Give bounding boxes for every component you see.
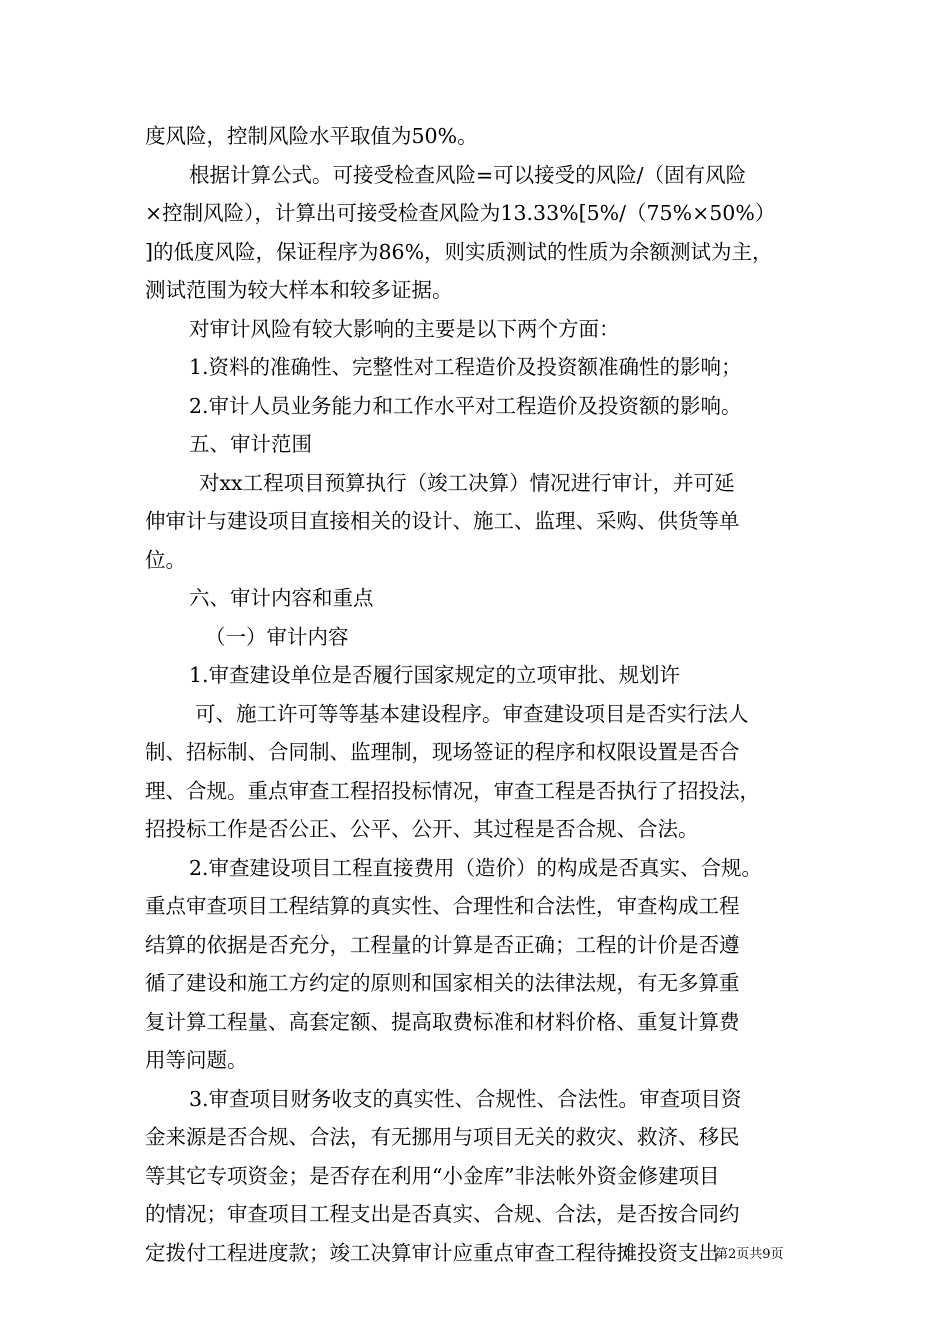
text-line: 招投标工作是否公正、公平、公开、其过程是否合规、合法。 [145, 817, 699, 841]
text-line: 等其它专项资金；是否存在利用“小金库”非法帐外资金修建项目 [145, 1163, 720, 1188]
text-line: ]的低度风险，保证程序为86%，则实质测试的性质为余额测试为主， [145, 239, 773, 264]
text-line: 复计算工程量、高套定额、提高取费标准和材料价格、重复计算费 [145, 1009, 740, 1034]
text-line: 重点审查项目工程结算的真实性、合理性和合法性，审查构成工程 [145, 894, 740, 918]
text-line: ×控制风险），计算出可接受检查风险为13.33%[5%/（75%×50%） [145, 201, 776, 225]
section-heading: 六、审计内容和重点 [189, 586, 374, 610]
text-line: 2.审计人员业务能力和工作水平对工程造价及投资额的影响。 [189, 393, 742, 418]
text-line: 定拨付工程进度款；竣工决算审计应重点审查工程待摊投资支出 [145, 1240, 719, 1265]
text-line: 制、招标制、合同制、监理制，现场签证的程序和权限设置是否合 [145, 740, 740, 764]
text-line: 可、施工许可等等基本建设程序。审查建设项目是否实行法人 [195, 701, 749, 726]
text-line: 2.审查建设项目工程直接费用（造价）的构成是否真实、合规。 [189, 855, 763, 880]
page-number: 第2页共9页 [715, 1247, 784, 1262]
text-line: 对xx工程项目预算执行（竣工决算）情况进行审计，并可延 [199, 470, 735, 495]
text-line: 的情况；审查项目工程支出是否真实、合规、合法，是否按合同约 [145, 1202, 740, 1226]
section-heading: 五、审计范围 [189, 432, 312, 456]
text-line: 对审计风险有较大影响的主要是以下两个方面： [189, 316, 620, 341]
text-line: 结算的依据是否充分，工程量的计算是否正确；工程的计价是否遵 [145, 932, 740, 957]
text-line: 循了建设和施工方约定的原则和国家相关的法律法规，有无多算重 [145, 971, 740, 995]
text-line: 1.资料的准确性、完整性对工程造价及投资额准确性的影响； [189, 355, 742, 379]
text-line: 伸审计与建设项目直接相关的设计、施工、监理、采购、供货等单 [145, 509, 740, 533]
text-line: 度风险，控制风险水平取值为50%。 [145, 124, 478, 148]
document-body [145, 117, 825, 1272]
text-line: 1.审查建设单位是否履行国家规定的立项审批、规划许 [189, 663, 681, 687]
text-line: 金来源是否合规、合法，有无挪用与项目无关的救灾、救济、移民 [145, 1125, 740, 1149]
subsection-heading: （一）审计内容 [205, 624, 349, 649]
text-line: 位。 [145, 547, 186, 572]
text-line: 用等问题。 [145, 1048, 248, 1072]
text-line: 3.审查项目财务收支的真实性、合规性、合法性。审查项目资 [189, 1086, 742, 1111]
text-line: 测试范围为较大样本和较多证据。 [145, 278, 453, 302]
text-line: 理、合规。重点审查工程招投标情况，审查工程是否执行了招投法， [145, 778, 760, 803]
text-line: 根据计算公式。可接受检查风险=可以接受的风险/（固有风险 [189, 162, 747, 187]
